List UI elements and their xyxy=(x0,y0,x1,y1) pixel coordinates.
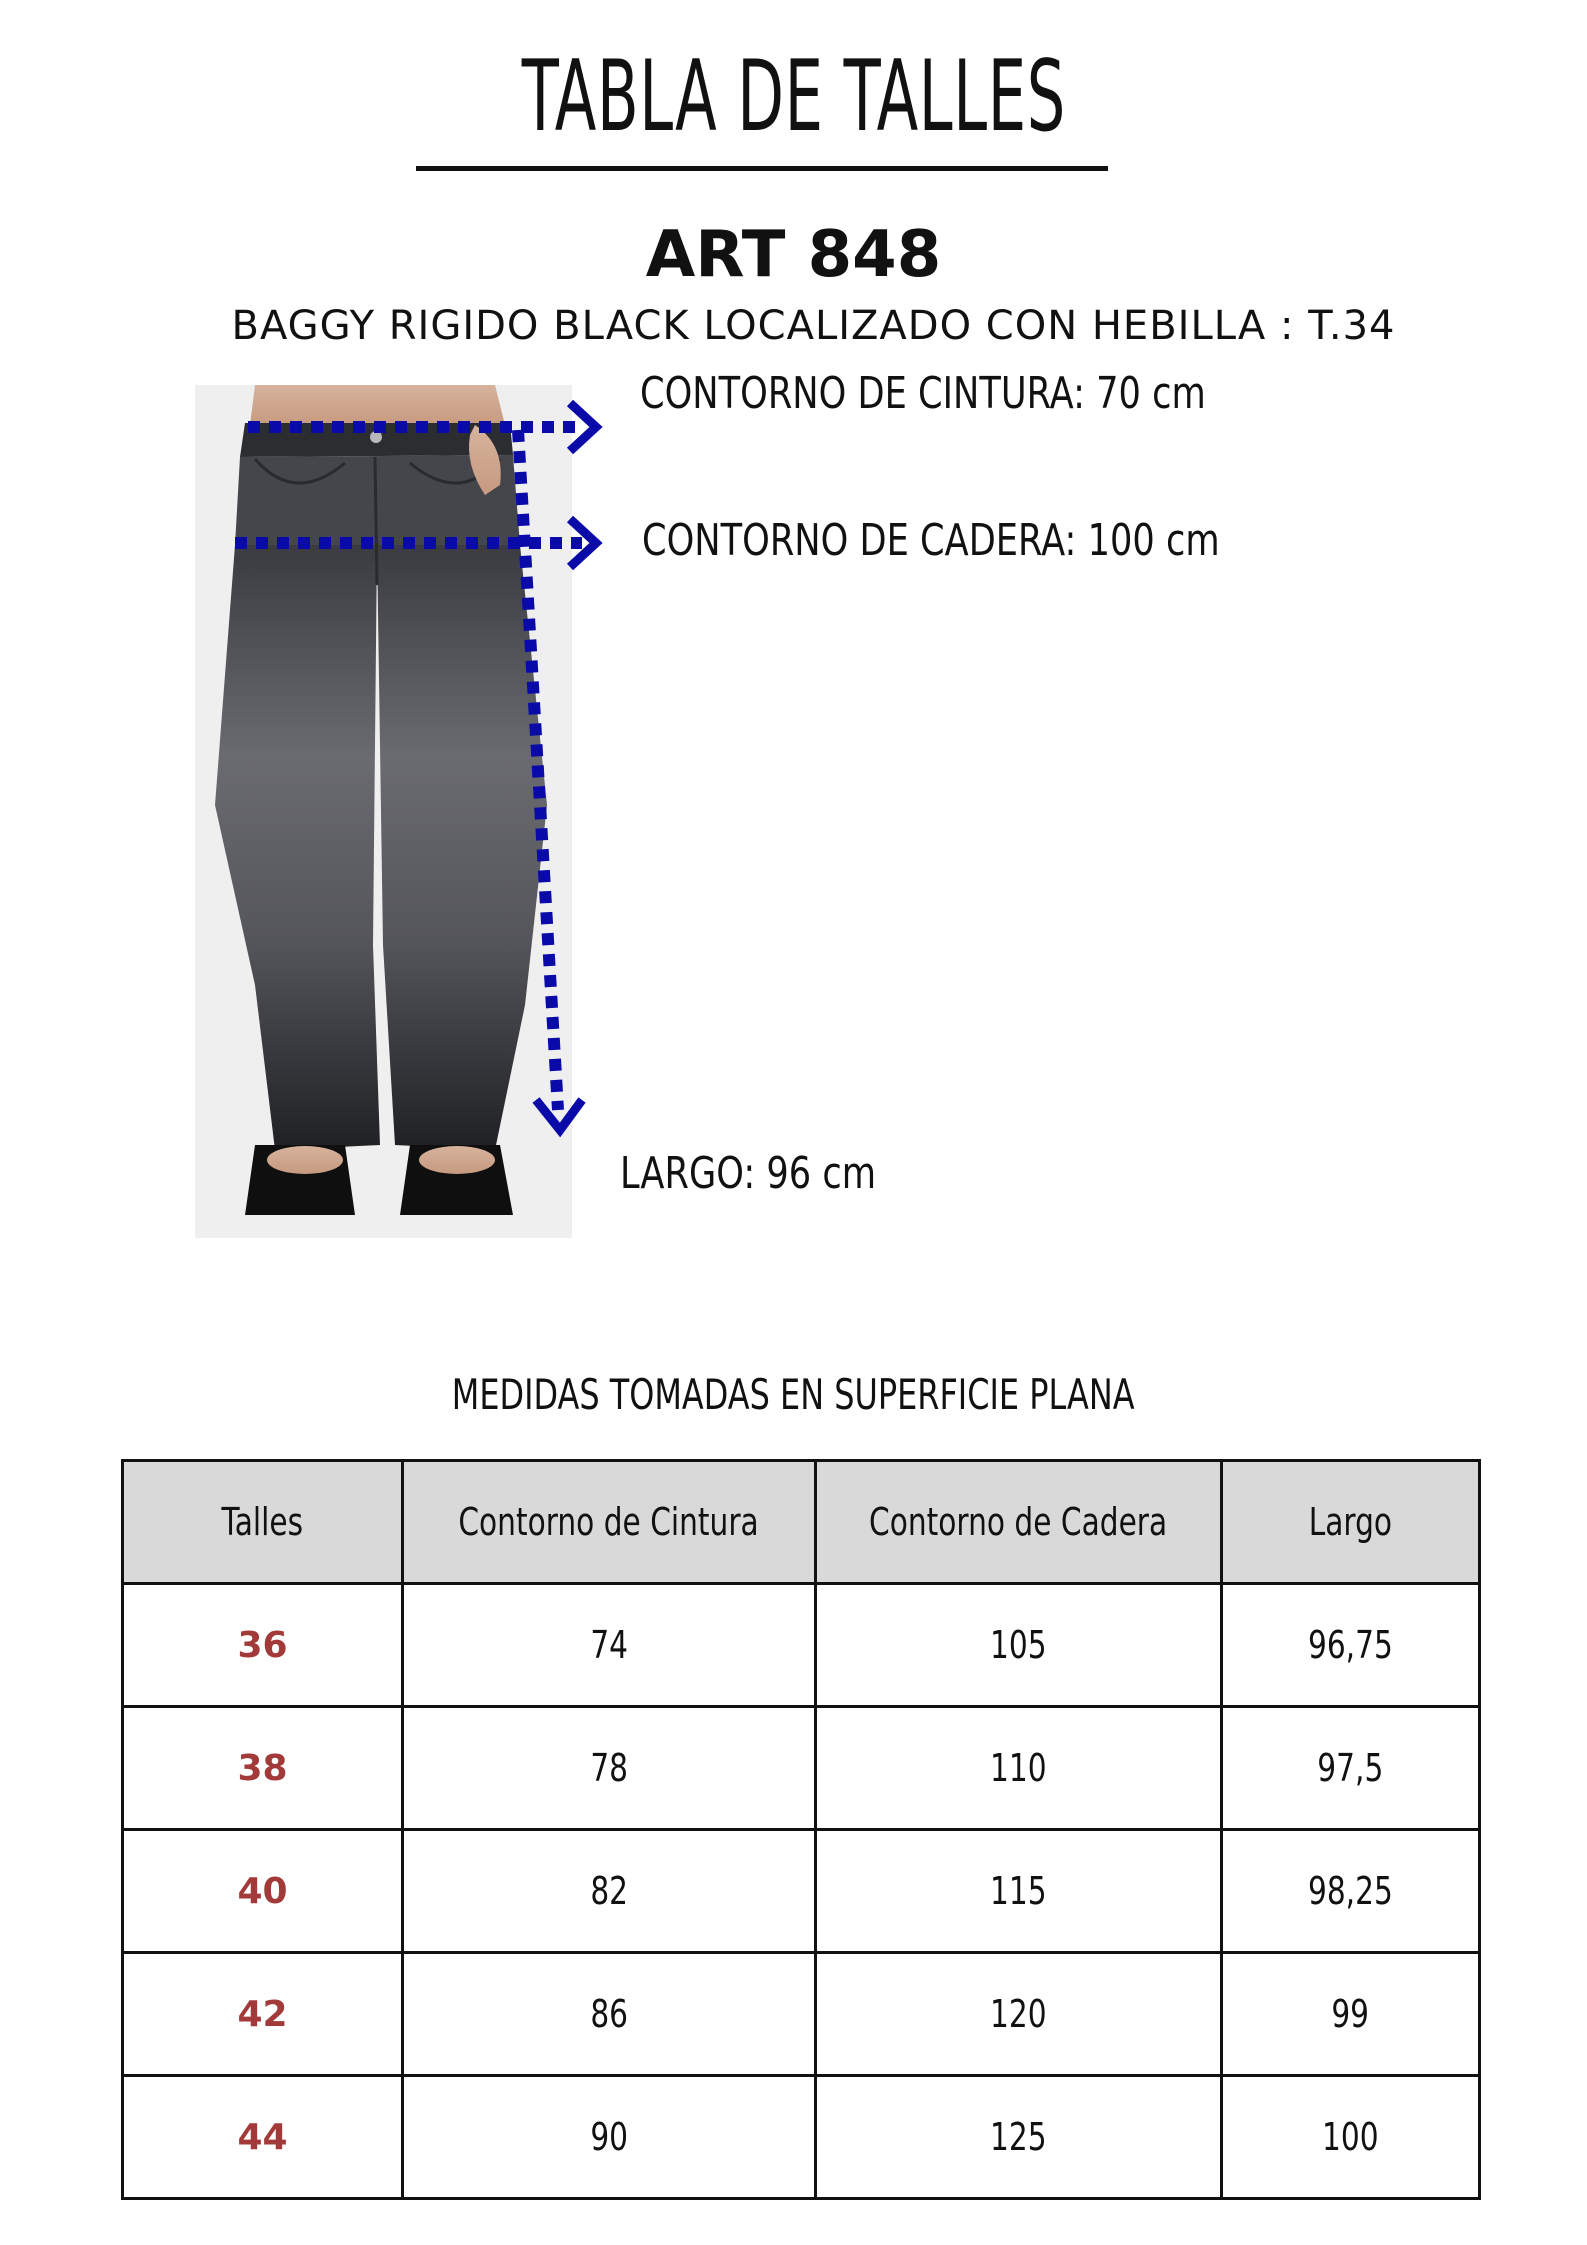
length-arrow-line xyxy=(518,430,558,1110)
length-cell: 99 xyxy=(1222,1953,1480,2076)
length-cell: 98,25 xyxy=(1222,1830,1480,1953)
product-description: BAGGY RIGIDO BLACK LOCALIZADO CON HEBILLA : T.34 xyxy=(231,303,1396,349)
table-row xyxy=(123,1830,1480,1953)
length-cell: 97,5 xyxy=(1222,1707,1480,1830)
length-cell: 100 xyxy=(1222,2076,1480,2199)
header-contorno-cadera: Contorno de Cadera xyxy=(816,1461,1222,1584)
hip-cell: 110 xyxy=(816,1707,1222,1830)
hip-cell: 125 xyxy=(816,2076,1222,2199)
table-row xyxy=(123,1707,1480,1830)
hip-cell: 115 xyxy=(816,1830,1222,1953)
table-row xyxy=(123,1953,1480,2076)
article-number: ART 848 xyxy=(645,218,942,292)
hip-cell: 120 xyxy=(816,1953,1222,2076)
waist-measurement: CONTORNO DE CINTURA: 70 cm xyxy=(640,368,1206,419)
header-contorno-cintura: Contorno de Cintura xyxy=(403,1461,816,1584)
page-title: TABLA DE TALLES xyxy=(521,40,1066,154)
waist-cell: 90 xyxy=(403,2076,816,2199)
waist-cell: 78 xyxy=(403,1707,816,1830)
size-cell: 38 xyxy=(123,1707,403,1830)
table-row xyxy=(123,1584,1480,1707)
table-caption: MEDIDAS TOMADAS EN SUPERFICIE PLANA xyxy=(452,1370,1135,1419)
size-cell: 42 xyxy=(123,1953,403,2076)
waist-cell: 82 xyxy=(403,1830,816,1953)
size-cell: 36 xyxy=(123,1584,403,1707)
header-largo: Largo xyxy=(1222,1461,1480,1584)
table-row xyxy=(123,2076,1480,2199)
size-cell: 40 xyxy=(123,1830,403,1953)
waist-cell: 86 xyxy=(403,1953,816,2076)
length-cell: 96,75 xyxy=(1222,1584,1480,1707)
hip-cell: 105 xyxy=(816,1584,1222,1707)
waist-cell: 74 xyxy=(403,1584,816,1707)
size-table xyxy=(121,1459,1481,2200)
size-cell: 44 xyxy=(123,2076,403,2199)
hip-measurement: CONTORNO DE CADERA: 100 cm xyxy=(642,515,1220,566)
header-talles: Talles xyxy=(123,1461,403,1584)
table-header-row xyxy=(123,1461,1480,1584)
length-measurement: LARGO: 96 cm xyxy=(620,1148,876,1199)
